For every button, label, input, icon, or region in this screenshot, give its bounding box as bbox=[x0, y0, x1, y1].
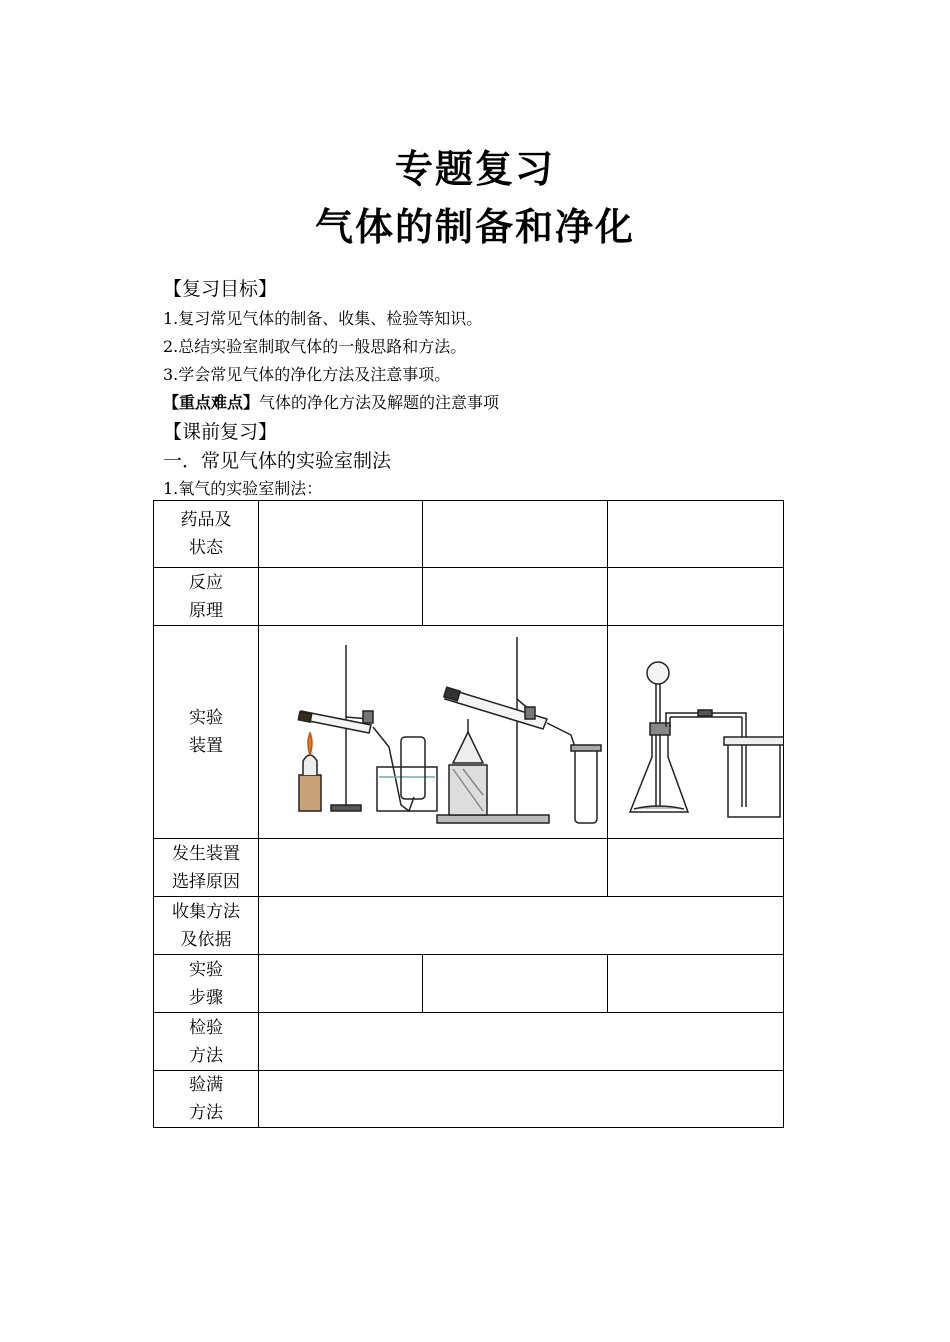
goals-heading: 【复习目标】 bbox=[163, 278, 278, 300]
answer-cell[interactable] bbox=[608, 568, 784, 626]
answer-cell[interactable] bbox=[259, 501, 423, 568]
row-label-line: 发生装置 bbox=[172, 843, 240, 864]
answer-cell[interactable] bbox=[259, 955, 423, 1013]
document-subtitle: 气体的制备和净化 bbox=[314, 205, 635, 249]
row-label-line: 验满 bbox=[189, 1075, 223, 1095]
row-label-line: 反应 bbox=[189, 572, 223, 593]
heating-apparatus-gas-jar bbox=[437, 637, 601, 823]
table-row bbox=[154, 1013, 784, 1071]
row-label bbox=[154, 1071, 259, 1128]
answer-cell[interactable] bbox=[608, 955, 784, 1013]
row-label bbox=[154, 626, 259, 839]
answer-cell[interactable] bbox=[608, 839, 784, 897]
flask-apparatus-illustration bbox=[608, 627, 783, 838]
oxygen-preparation-table bbox=[153, 500, 784, 1128]
table-row bbox=[154, 568, 784, 626]
subsection-heading: 1.氧气的实验室制法： bbox=[163, 479, 323, 498]
key-points-label: 【重点难点】 bbox=[163, 393, 260, 412]
table-row bbox=[154, 897, 784, 955]
row-label-line: 检验 bbox=[189, 1017, 223, 1038]
answer-cell[interactable] bbox=[259, 568, 423, 626]
row-label bbox=[154, 1013, 259, 1071]
key-points-line bbox=[163, 390, 499, 413]
answer-cell[interactable] bbox=[423, 501, 608, 568]
row-label-line: 实验 bbox=[189, 959, 223, 980]
row-label-line: 选择原因 bbox=[172, 871, 240, 892]
row-label-line: 方法 bbox=[189, 1045, 223, 1066]
row-label-line: 收集方法 bbox=[172, 901, 240, 922]
answer-cell[interactable] bbox=[259, 839, 608, 897]
answer-cell[interactable] bbox=[259, 1071, 784, 1128]
row-label-line: 药品及 bbox=[180, 510, 232, 530]
row-label bbox=[154, 897, 259, 955]
goal-item-3: 3.学会常见气体的净化方法及注意事项。 bbox=[163, 365, 451, 384]
goal-item-1: 1.复习常见气体的制备、收集、检验等知识。 bbox=[163, 309, 483, 328]
table-row bbox=[154, 955, 784, 1013]
review-heading: 【课前复习】 bbox=[163, 421, 278, 443]
heating-apparatus-water-collection bbox=[298, 645, 437, 811]
section-heading: 一．常见气体的实验室制法 bbox=[163, 450, 392, 472]
row-label bbox=[154, 839, 259, 897]
row-label-line: 状态 bbox=[189, 538, 223, 558]
table-row bbox=[154, 1071, 784, 1128]
answer-cell[interactable] bbox=[423, 568, 608, 626]
row-label bbox=[154, 955, 259, 1013]
row-label bbox=[154, 568, 259, 626]
row-label-line: 方法 bbox=[189, 1103, 223, 1123]
apparatus-figure-cell bbox=[608, 626, 784, 839]
table-row bbox=[154, 501, 784, 568]
answer-cell[interactable] bbox=[423, 955, 608, 1013]
row-label-line: 装置 bbox=[189, 736, 223, 756]
row-label-line: 步骤 bbox=[189, 987, 223, 1008]
answer-cell[interactable] bbox=[259, 1013, 784, 1071]
goal-item-2: 2.总结实验室制取气体的一般思路和方法。 bbox=[163, 337, 467, 356]
answer-cell[interactable] bbox=[259, 897, 784, 955]
row-label bbox=[154, 501, 259, 568]
table-row bbox=[154, 626, 784, 839]
row-label-line: 实验 bbox=[189, 708, 223, 728]
apparatus-figures-cell bbox=[259, 626, 608, 839]
row-label-line: 及依据 bbox=[180, 929, 232, 950]
table-row bbox=[154, 839, 784, 897]
apparatus-illustration bbox=[259, 627, 608, 838]
document-title: 专题复习 bbox=[394, 147, 555, 191]
key-points-text: 气体的净化方法及解题的注意事项 bbox=[259, 393, 500, 412]
conical-flask-apparatus bbox=[630, 662, 783, 817]
row-label-line: 原理 bbox=[189, 600, 223, 621]
answer-cell[interactable] bbox=[608, 501, 784, 568]
